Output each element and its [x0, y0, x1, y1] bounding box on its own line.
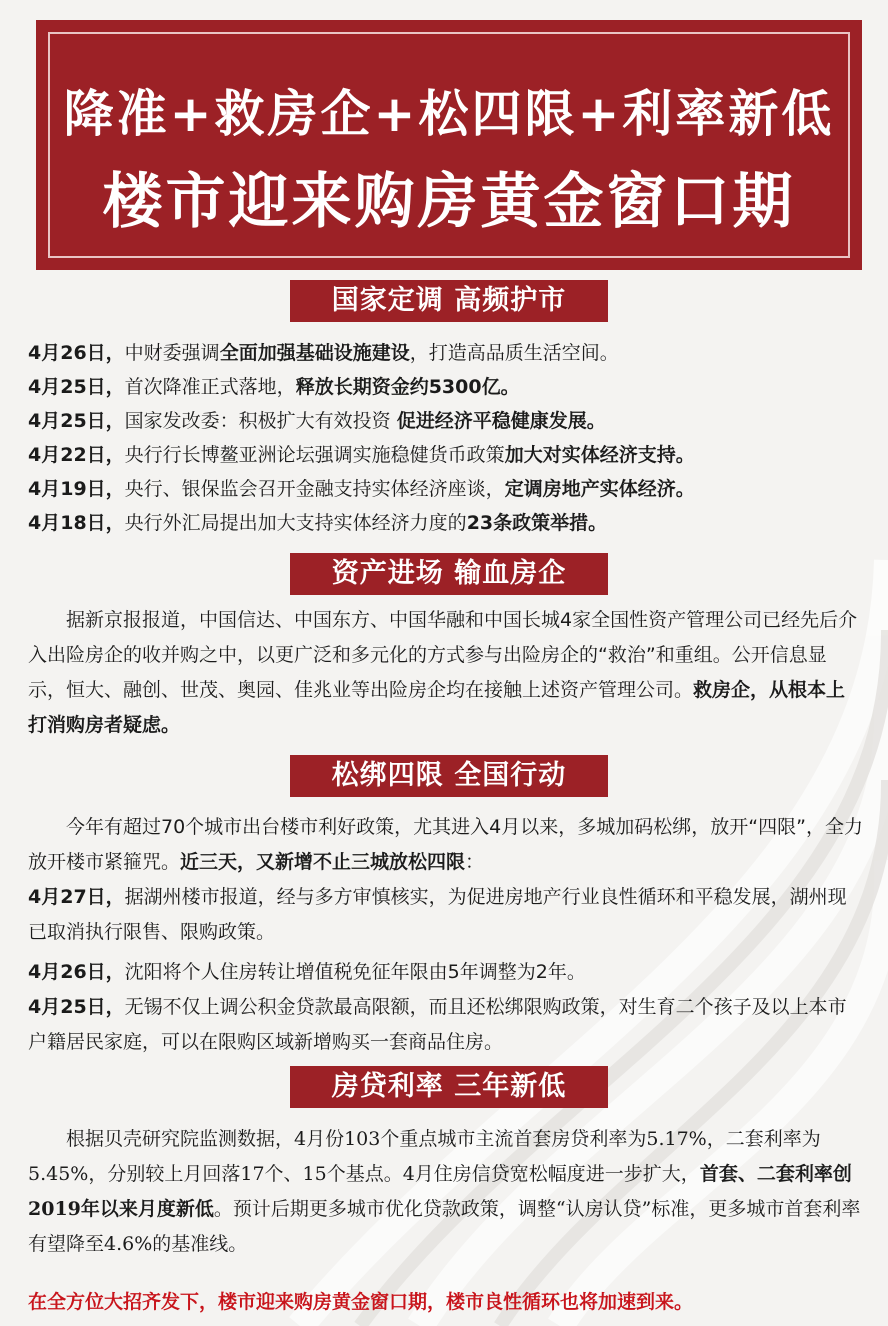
policy-item — [28, 338, 868, 368]
loosen-intro — [28, 810, 864, 880]
policy-highlight: 加大对实体经济支持。 — [504, 444, 695, 466]
loosen-item — [28, 880, 864, 950]
banner-headline-1: 降准+救房企+松四限+利率新低 — [63, 85, 835, 143]
loosen-text: 沈阳将个人住房转让增值税免征年限由5年调整为2年。 — [124, 961, 586, 983]
policy-text: 央行外汇局提出加大支持实体经济力度的 — [124, 512, 467, 534]
asset-highlight: 救房企，从根本上打消购房者疑虑。 — [28, 679, 846, 736]
policy-item — [28, 508, 868, 538]
policy-date: 4月22日， — [28, 444, 125, 466]
policy-text: 首次降准正式落地， — [124, 376, 296, 398]
loosen-text: 据湖州楼市报道，经与多方审慎核实，为促进房地产行业良性循环和平稳发展，湖州现已取消执行限售、限购政策。 — [28, 886, 847, 943]
section-heading-national-policy: 国家定调 高频护市 — [290, 280, 608, 322]
policy-date: 4月26日， — [28, 342, 125, 364]
loosen-text: 无锡不仅上调公积金贷款最高限额，而且还松绑限购政策，对生育二个孩子及以上本市户籍居民家庭，可以在限购区域新增购买一套商品住房。 — [28, 996, 847, 1053]
policy-highlight: 释放长期资金约5300亿。 — [295, 376, 520, 398]
policy-text: 央行、银保监会召开金融支持实体经济座谈， — [124, 478, 505, 500]
policy-highlight: 全面加强基础设施建设 — [219, 342, 410, 364]
rate-paragraph — [28, 1122, 864, 1262]
policy-item — [28, 474, 868, 504]
loosen-date: 4月25日， — [28, 996, 125, 1018]
policy-item — [28, 406, 868, 436]
policy-highlight: 促进经济平稳健康发展。 — [396, 410, 606, 432]
section-heading-loosen-restrictions: 松绑四限 全国行动 — [290, 755, 608, 797]
policy-date: 4月25日， — [28, 376, 125, 398]
title-banner — [36, 20, 862, 270]
policy-date: 4月25日， — [28, 410, 125, 432]
policy-tail: ，打造高品质生活空间。 — [409, 342, 619, 364]
rate-text-1: 根据贝壳研究院监测数据，4月份103个重点城市主流首套房贷利率为5.17%，二套利率为5.45%，分别较上月回落17个、15个基点。4月住房信贷宽松幅度进一步扩大， — [28, 1128, 821, 1185]
loosen-date: 4月27日， — [28, 886, 125, 908]
policy-date: 4月18日， — [28, 512, 125, 534]
asset-paragraph — [28, 603, 864, 743]
banner-headline-2: 楼市迎来购房黄金窗口期 — [102, 167, 796, 237]
policy-item — [28, 440, 868, 470]
rate-text-2: 。预计后期更多城市优化贷款政策，调整“认房认贷”标准，更多城市首套利率有望降至4.6%的基准线。 — [28, 1198, 861, 1255]
policy-text: 央行行长博鳌亚洲论坛强调实施稳健货币政策 — [124, 444, 505, 466]
policy-highlight: 定调房地产实体经济。 — [504, 478, 695, 500]
rate-highlight: 首套、二套利率创2019年以来月度新低 — [28, 1163, 852, 1220]
loosen-date: 4月26日， — [28, 961, 125, 983]
policy-highlight: 23条政策举措。 — [466, 512, 608, 534]
closing-statement: 在全方位大招齐发下，楼市迎来购房黄金窗口期，楼市良性循环也将加速到来。 — [28, 1291, 694, 1313]
section-heading-asset-management: 资产进场 输血房企 — [290, 553, 608, 595]
policy-text: 国家发改委：积极扩大有效投资 — [124, 410, 397, 432]
asset-text: 据新京报报道，中国信达、中国东方、中国华融和中国长城4家全国性资产管理公司已经先后介入出险房企的收并购之中，以更广泛和多元化的方式参与出险房企的“救治”和重组。公开信息显示，恒大、融创、世茂、奥园、佳兆业等出险房企均在接触上述资产管理公司。 — [28, 609, 858, 701]
section-heading-mortgage-rates: 房贷利率 三年新低 — [290, 1066, 608, 1108]
policy-date: 4月19日， — [28, 478, 125, 500]
loosen-intro-highlight: 近三天，又新增不止三城放松四限 — [180, 851, 466, 873]
loosen-intro-tail: ： — [465, 851, 485, 873]
loosen-item — [28, 990, 864, 1060]
loosen-intro-text: 今年有超过70个城市出台楼市利好政策，尤其进入4月以来，多城加码松绑，放开“四限”，全力放开楼市紧箍咒。 — [28, 816, 863, 873]
policy-item — [28, 372, 868, 402]
loosen-item — [28, 955, 864, 990]
policy-text: 中财委强调 — [124, 342, 220, 364]
